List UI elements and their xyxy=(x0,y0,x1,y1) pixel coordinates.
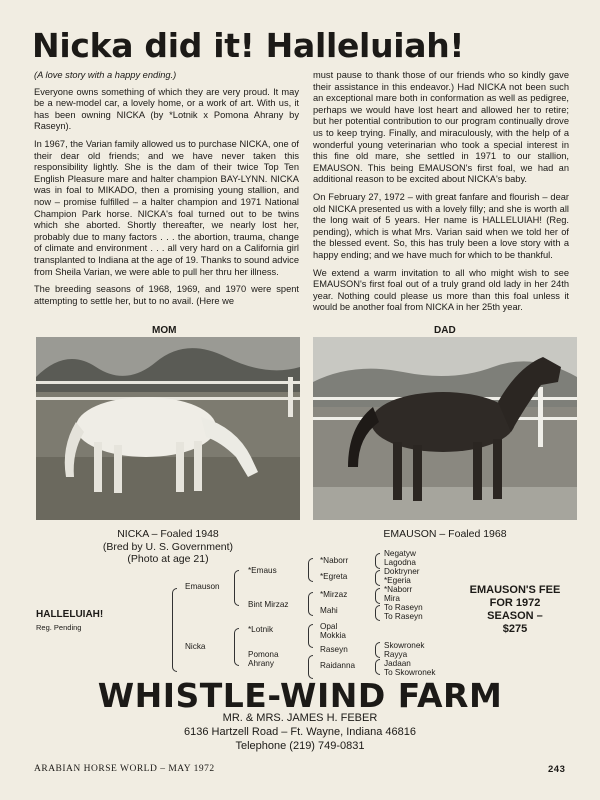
dad-horse-photo xyxy=(313,337,577,520)
owners: MR. & MRS. JAMES H. FEBER xyxy=(222,712,378,724)
pedigree-gen2-2: Bint Mirzaz xyxy=(248,600,289,609)
mom-caption-line-2: (Bred by U. S. Government) xyxy=(102,540,234,553)
left-column xyxy=(34,70,299,313)
left-paragraph-2: In 1967, the Varian family allowed us to purchase NICKA, one of their dear old friends; and we have never taken this responsibility lightly. She is the dam of their twice Top Ten English Pleasure mare and halter champion BAY-LYNN. NICKA was in foal to MIKADO, then a promising young stallion, and now – promise fulfilled – a halter champion and 1971 National Champion Park horse. NICKA's foal turned out to be twins which she aborted. Shortly thereafter, we nearly lost her, probably due to many factors . . . the abortion, trauma, change of climate and environment . . . all very hard on a California girl transplanted to Indiana at the age of 19. Thanks to sound advice from Sheila Varian, we were able to pull her thru her illness. xyxy=(34,138,299,277)
pedigree-gen4-9: Skowronek xyxy=(384,641,425,650)
pedigree-brace-g4f xyxy=(375,659,380,675)
pedigree-gen3-2: *Egreta xyxy=(320,572,348,581)
right-paragraph-2: On February 27, 1972 – with great fanfare and flourish – dear old NICKA presented us with a lovely filly; and she is worth all the long wait of 5 years. Her name is HALLELUIAH! (Reg. pending), which is what Mrs. Varian said when we told her of the blessed event. So, this has truly been a love story with a happy ending; and we have much for which to be thankful. xyxy=(313,191,569,260)
stud-fee xyxy=(455,584,575,636)
pedigree-brace-g4e xyxy=(375,642,380,658)
mom-label: MOM xyxy=(152,325,177,336)
footer-publication: ARABIAN HORSE WORLD – MAY 1972 xyxy=(34,764,215,774)
phone: Telephone (219) 749-0831 xyxy=(235,740,365,752)
pedigree-gen3-5: Opal Mokkia xyxy=(320,622,346,641)
pedigree-brace-sire xyxy=(234,570,239,606)
subtitle: (A love story with a happy ending.) xyxy=(34,70,177,80)
pedigree-gen2-3: *Lotnik xyxy=(248,625,274,634)
pedigree-sire: Emauson xyxy=(185,582,220,591)
pedigree-gen4-4: *Egeria xyxy=(384,576,411,585)
pedigree-brace-g3c xyxy=(308,624,313,648)
pedigree-gen3-4: Mahi xyxy=(320,606,338,615)
pedigree-gen4-8: To Raseyn xyxy=(384,612,423,621)
pedigree-gen4-5: *Naborr xyxy=(384,585,413,594)
pedigree-brace-g3a xyxy=(308,558,313,582)
dad-label: DAD xyxy=(434,325,456,336)
pedigree-gen4-7: To Raseyn xyxy=(384,603,423,612)
right-column xyxy=(313,70,569,320)
fee-line-3: SEASON – xyxy=(487,610,543,622)
address: 6136 Hartzell Road – Ft. Wayne, Indiana 46816 xyxy=(184,726,416,738)
pedigree-brace-g4d xyxy=(375,605,380,621)
headline: Nicka did it! Halleluiah! xyxy=(32,26,465,65)
mom-caption-line-3: (Photo at age 21) xyxy=(127,553,209,565)
left-paragraph-1: Everyone owns something of which they are very proud. It may be a new-model car, a lovely home, or a work of art. With us, it has been owning NICKA (by *Lotnik x Pomona Ahrany by Raseyn). xyxy=(34,86,299,132)
pedigree-gen3-1: *Naborr xyxy=(320,556,349,565)
pedigree-brace-g4a xyxy=(375,553,380,569)
fee-line-4: $275 xyxy=(502,623,528,635)
pedigree-brace-g4b xyxy=(375,570,380,586)
pedigree-gen4-3: Doktryner xyxy=(384,567,420,576)
pedigree-gen4-12: To Skowronek xyxy=(384,668,436,677)
pedigree-foal: HALLELUIAH! xyxy=(36,609,104,620)
pedigree-foal-note: Reg. Pending xyxy=(36,623,82,632)
pedigree-brace-dam xyxy=(234,628,239,666)
pedigree-gen4-2: Lagodna xyxy=(384,558,416,567)
pedigree-gen2-1: *Emaus xyxy=(248,566,277,575)
pedigree-dam: Nicka xyxy=(185,642,206,651)
pedigree-gen4-11: Jadaan xyxy=(384,659,411,668)
right-paragraph-3: We extend a warm invitation to all who might wish to see EMAUSON's first foal out of a truly grand old lady in her 24th year. Nothing could please us more than this foal unless it would be another foal from NICKA in her 25th year. xyxy=(313,267,569,313)
pedigree-brace-g4c xyxy=(375,588,380,604)
page-number: 243 xyxy=(548,764,566,775)
pedigree-gen3-7: Raidanna xyxy=(320,661,356,670)
mom-caption xyxy=(36,528,300,566)
mom-caption-line-1: NICKA – Foaled 1948 xyxy=(117,528,219,540)
pedigree-gen4-6: Mira xyxy=(384,594,400,603)
pedigree-gen3-3: *Mirzaz xyxy=(320,590,348,599)
pedigree-brace-foal xyxy=(172,588,177,672)
pedigree-gen2-4: Pomona Ahrany xyxy=(248,650,279,669)
left-paragraph-3: The breeding seasons of 1968, 1969, and 1970 were spent attempting to settle her, but to no avail. (Here we xyxy=(34,284,299,306)
mom-horse-photo xyxy=(36,337,300,520)
fee-line-2: FOR 1972 xyxy=(489,597,541,609)
pedigree-gen3-6: Raseyn xyxy=(320,645,348,654)
pedigree-gen4-1: Negatyw xyxy=(384,549,416,558)
pedigree-gen4-10: Rayya xyxy=(384,650,408,659)
right-paragraph-1: must pause to thank those of our friends who so kindly gave their assistance in this endeavor.) Had NICKA not been such an exceptional mare both in conformation as well as pedigree, perhaps we would have lost heart and allowed her to retire; but her potential contribution to our program continually drove us to keep trying. Finally, and miraculously, with the help of a wonderful young veterinarian who took a special interest in this fine old mare, she settled in 1971 to our stallion, EMAUSON. This being EMAUSON's first foal, we had an additional reason to be excited about NICKA's baby. xyxy=(313,70,569,185)
pedigree-brace-g3b xyxy=(308,592,313,616)
dad-caption: EMAUSON – Foaled 1968 xyxy=(383,528,507,540)
fee-line-1: EMAUSON'S FEE xyxy=(469,584,561,596)
farm-name: WHISTLE-WIND FARM xyxy=(97,676,503,715)
